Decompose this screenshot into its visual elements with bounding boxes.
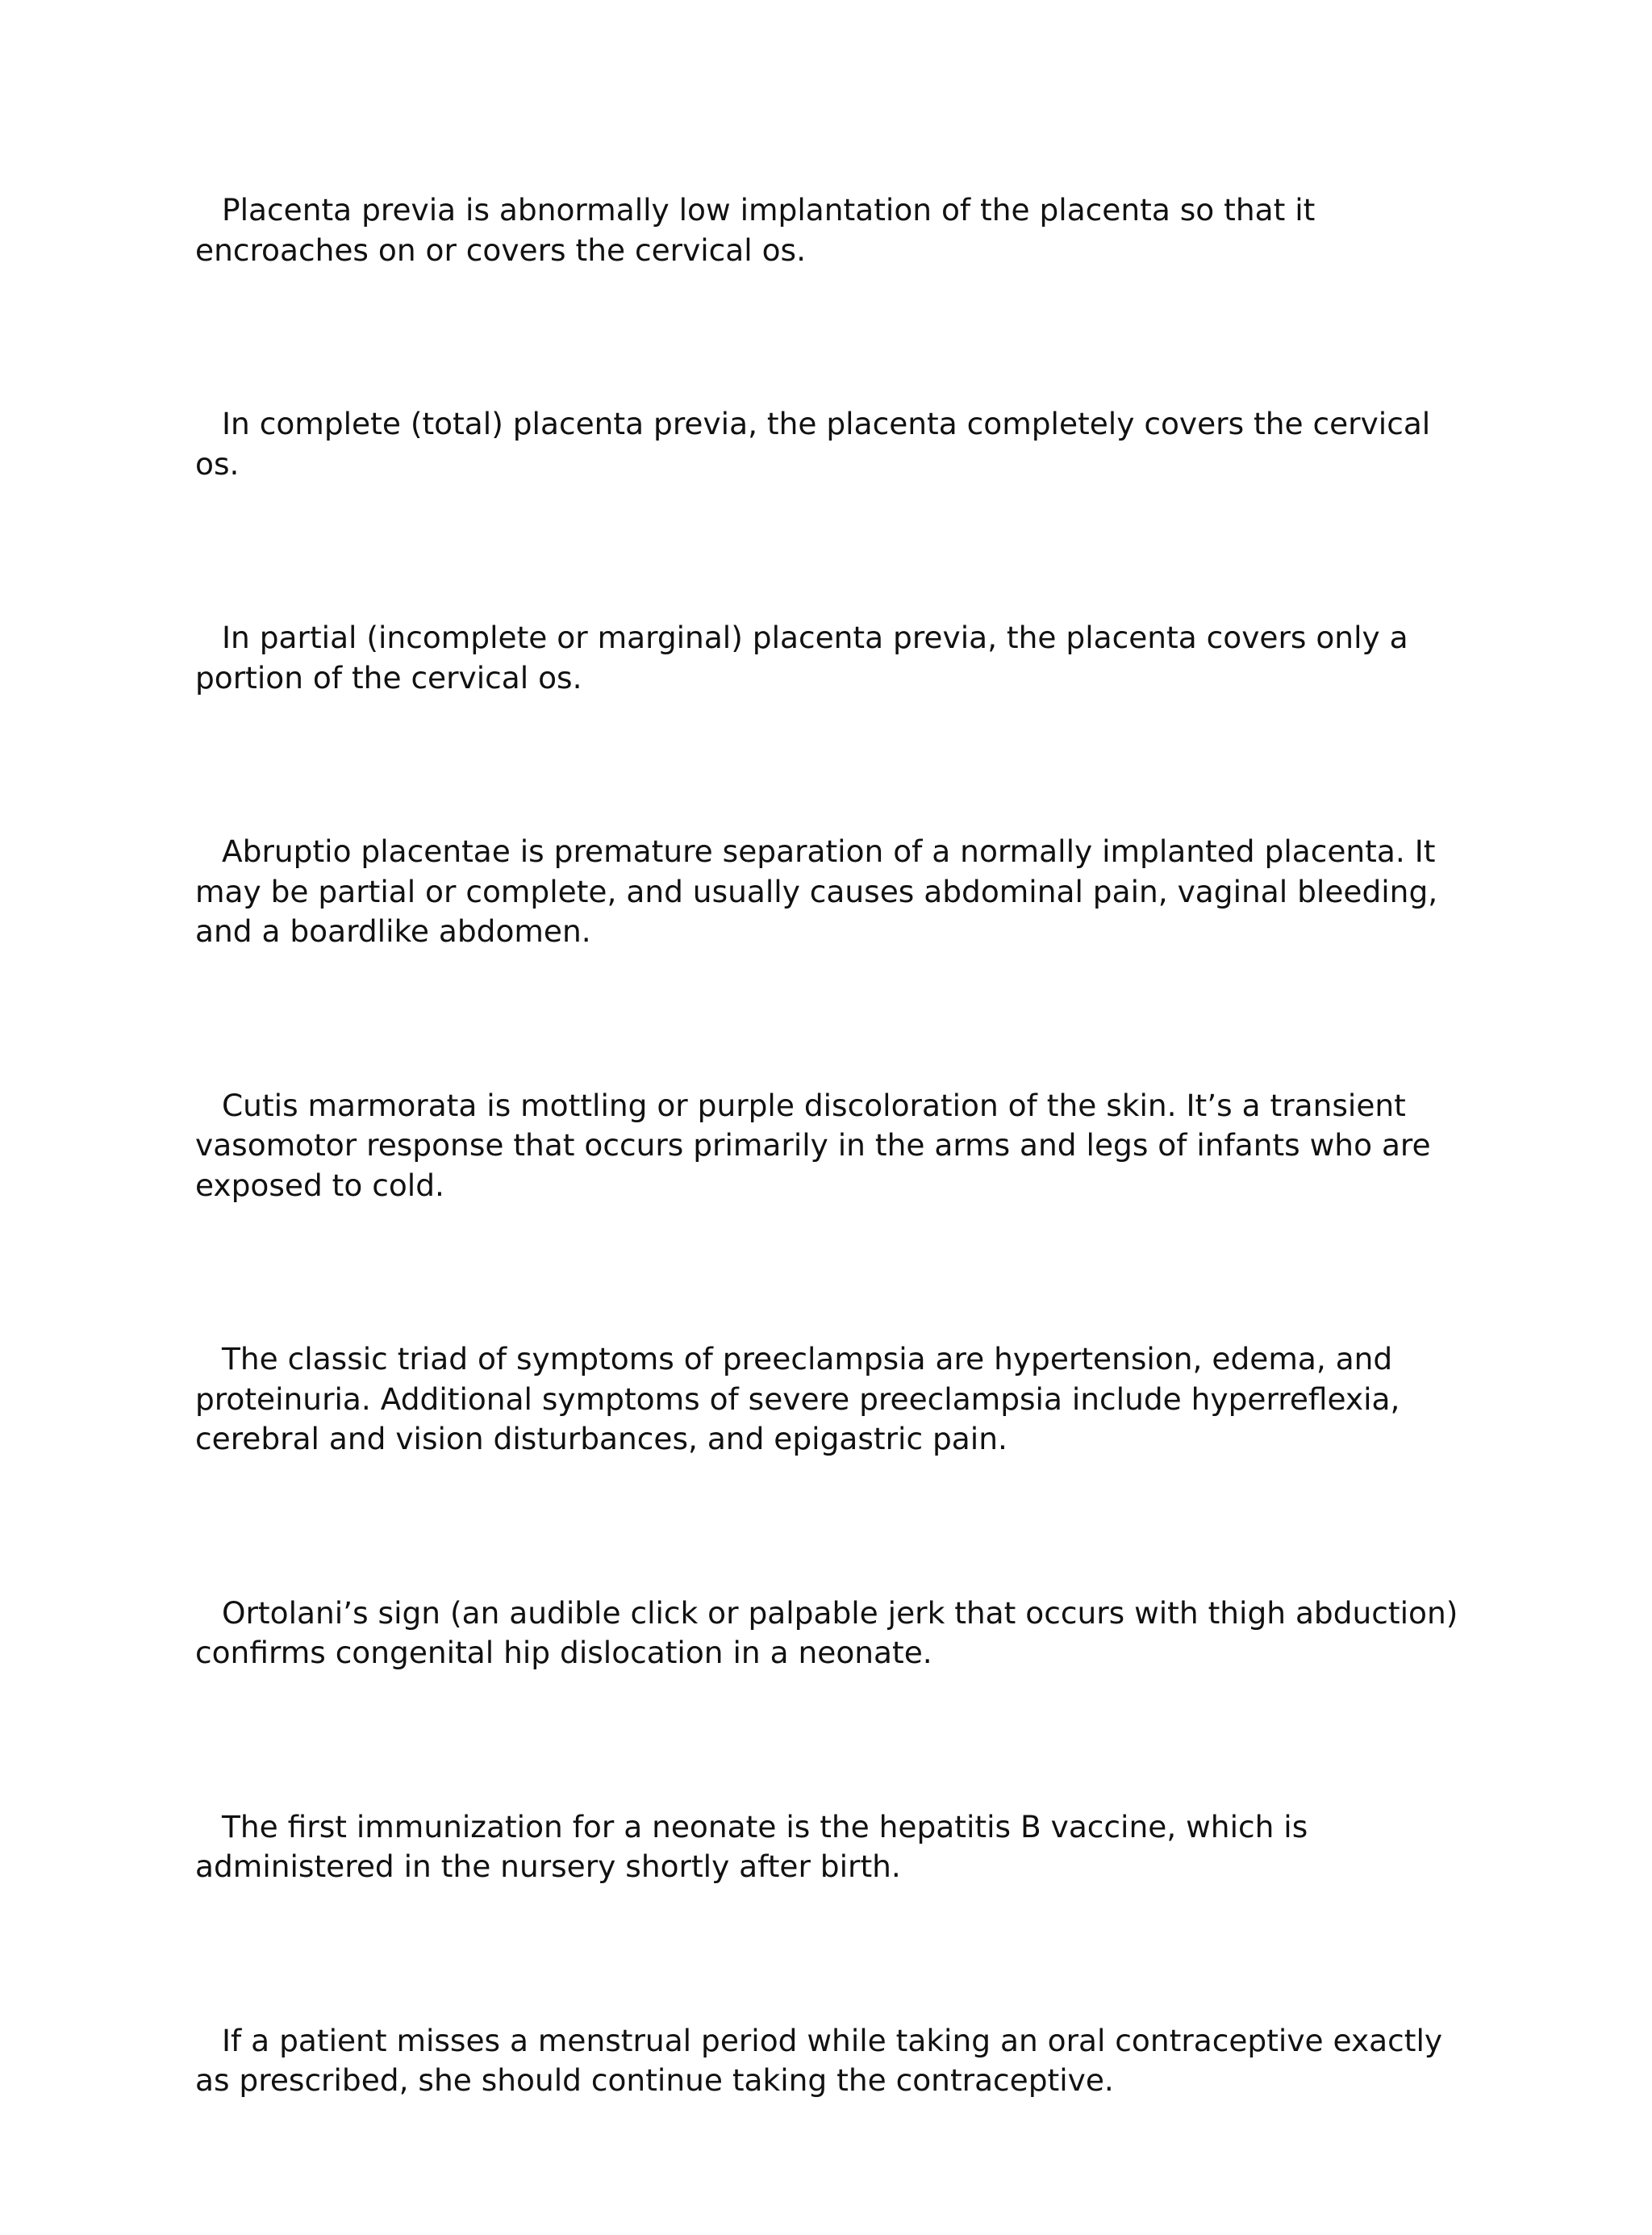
document-page (195, 190, 1462, 2235)
paragraph-cutis-marmorata: Cutis marmorata is mottling or purple discoloration of the skin. It’s a transient vasomotor response that occurs primarily in the arms and legs of infants who are exposed to cold. (195, 1087, 1431, 1203)
paragraph-preeclampsia: The classic triad of symptoms of preeclampsia are hypertension, edema, and proteinuria. Additional symptoms of severe preeclampsia include hyperreflexia, cerebral and vision disturbances, and epigastric pain. (195, 1341, 1400, 1456)
paragraph-oral-contraceptive: If a patient misses a menstrual period while taking an oral contraceptive exactly as prescribed, she should continue taking the contraceptive. (195, 2022, 1443, 2098)
paragraph-partial-previa: In partial (incomplete or marginal) placenta previa, the placenta covers only a portion of the cervical os. (195, 620, 1408, 696)
paragraph-complete-previa: In complete (total) placenta previa, the placenta completely covers the cervical os. (195, 406, 1431, 482)
paragraph-ortolani-sign: Ortolani’s sign (an audible click or palpable jerk that occurs with thigh abduction) confirms congenital hip dislocation in a neonate. (195, 1594, 1458, 1670)
paragraph-hepatitis-b: The first immunization for a neonate is the hepatitis B vaccine, which is administered in the nursery shortly after birth. (195, 1808, 1308, 1884)
paragraph-abruptio-placentae: Abruptio placentae is premature separation of a normally implanted placenta. It may be partial or complete, and usually causes abdominal pain, vaginal bleeding, and a boardlike abdomen. (195, 833, 1438, 949)
paragraph-placenta-previa: Placenta previa is abnormally low implantation of the placenta so that it encroaches on or covers the cervical os. (195, 192, 1316, 268)
